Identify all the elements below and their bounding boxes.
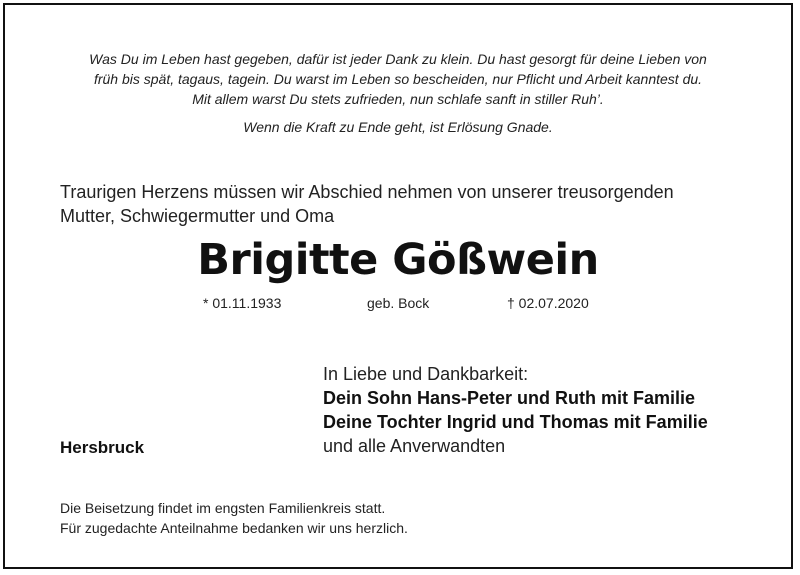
deceased-name: Brigitte Gößwein xyxy=(197,235,599,285)
mourners-list xyxy=(323,362,708,458)
intro-line-2: Mutter, Schwiegermutter und Oma xyxy=(60,206,335,226)
mourner-relatives: und alle Anverwandten xyxy=(323,436,506,456)
memorial-poem xyxy=(25,49,771,137)
mourners-heading: In Liebe und Dankbarkeit: xyxy=(323,364,529,384)
birth-date: * 01.11.1933 xyxy=(203,295,282,311)
funeral-note xyxy=(60,498,408,538)
announcement-intro xyxy=(60,180,674,228)
maiden-name: geb. Bock xyxy=(367,295,430,311)
poem-motto: Wenn die Kraft zu Ende geht, ist Erlösung Gnade. xyxy=(243,119,553,135)
obituary-notice xyxy=(3,3,793,569)
poem-line: Mit allem warst Du stets zufrieden, nun schlafe sanft in stiller Ruh’. xyxy=(192,91,604,107)
place-name: Hersbruck xyxy=(60,438,145,457)
intro-line-1: Traurigen Herzens müssen wir Abschied nehmen von unserer treusorgenden xyxy=(60,182,674,202)
death-date: † 02.07.2020 xyxy=(507,295,589,311)
mourner-daughter: Deine Tochter Ingrid und Thomas mit Familie xyxy=(323,412,708,432)
poem-line: Was Du im Leben hast gegeben, dafür ist jeder Dank zu klein. Du hast gesorgt für deine Lieben von xyxy=(89,51,707,67)
footer-line-1: Die Beisetzung findet im engsten Familienkreis statt. xyxy=(60,500,386,516)
footer-line-2: Für zugedachte Anteilnahme bedanken wir uns herzlich. xyxy=(60,520,408,536)
poem-line: früh bis spät, tagaus, tagein. Du warst im Leben so bescheiden, nur Pflicht und Arbeit kanntest du. xyxy=(93,71,703,87)
mourner-son: Dein Sohn Hans-Peter und Ruth mit Familie xyxy=(323,388,696,408)
